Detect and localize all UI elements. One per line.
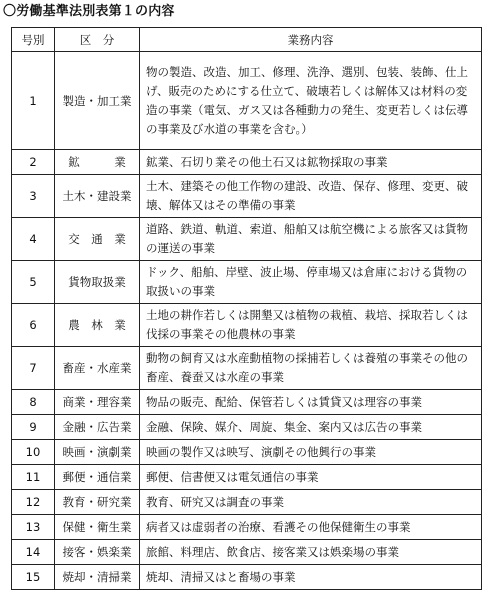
row-category: 鉱 業 [55,150,140,175]
header-number: 号別 [12,28,55,52]
row-category: 交 通 業 [55,218,140,261]
row-content: 物品の販売、配給、保管若しくは賃貸又は理容の事業 [140,390,482,415]
table-row [12,261,482,304]
table-row [12,150,482,175]
table-row [12,175,482,218]
row-content: ドック、船舶、岸壁、波止場、停車場又は倉庫における貨物の取扱いの事業 [140,261,482,304]
row-number: 14 [12,540,55,565]
row-number: 1 [12,52,55,150]
row-content: 金融、保険、媒介、周旋、集金、案内又は広告の事業 [140,415,482,440]
row-number: 5 [12,261,55,304]
row-number: 11 [12,465,55,490]
row-number: 15 [12,565,55,590]
business-category-table [11,27,482,590]
table-row [12,440,482,465]
table-row [12,540,482,565]
table-row [12,52,482,150]
table-row [12,347,482,390]
header-category: 区 分 [55,28,140,52]
row-content: 郵便、信書便又は電気通信の事業 [140,465,482,490]
row-category: 接客・娯楽業 [55,540,140,565]
row-category: 土木・建設業 [55,175,140,218]
row-category: 農 林 業 [55,304,140,347]
row-category: 商業・理容業 [55,390,140,415]
header-content: 業務内容 [140,28,482,52]
row-category: 保健・衛生業 [55,515,140,540]
row-category: 金融・広告業 [55,415,140,440]
row-content: 鉱業、石切り業その他土石又は鉱物採取の事業 [140,150,482,175]
table-row [12,465,482,490]
row-number: 12 [12,490,55,515]
table-row [12,390,482,415]
row-number: 2 [12,150,55,175]
table-header-row [12,28,482,52]
row-content: 焼却、清掃又はと畜場の事業 [140,565,482,590]
row-category: 製造・加工業 [55,52,140,150]
row-category: 郵便・通信業 [55,465,140,490]
row-content: 病者又は虚弱者の治療、看護その他保健衛生の事業 [140,515,482,540]
table-body [12,52,482,590]
row-number: 13 [12,515,55,540]
table-row [12,415,482,440]
row-number: 4 [12,218,55,261]
table-row [12,218,482,261]
row-number: 9 [12,415,55,440]
row-category: 焼却・清掃業 [55,565,140,590]
row-content: 土木、建築その他工作物の建設、改造、保存、修理、変更、破壊、解体又はその準備の事業 [140,175,482,218]
row-content: 物の製造、改造、加工、修理、洗浄、選別、包装、装飾、仕上げ、販売のためにする仕立て、破壊若しくは解体又は材料の変造の事業（電気、ガス又は各種動力の発生、変更若しくは伝導の事業及び水道の事業を含む。） [140,52,482,150]
business-category-table-container [11,27,481,590]
table-row [12,304,482,347]
row-content: 動物の飼育又は水産動植物の採捕若しくは養殖の事業その他の畜産、養蚕又は水産の事業 [140,347,482,390]
row-number: 8 [12,390,55,415]
row-category: 貨物取扱業 [55,261,140,304]
row-content: 道路、鉄道、軌道、索道、船舶又は航空機による旅客又は貨物の運送の事業 [140,218,482,261]
table-row [12,515,482,540]
row-category: 教育・研究業 [55,490,140,515]
table-row [12,565,482,590]
row-number: 6 [12,304,55,347]
row-number: 3 [12,175,55,218]
document-title: 〇労働基準法別表第１の内容 [3,4,175,19]
row-number: 10 [12,440,55,465]
row-content: 教育、研究又は調査の事業 [140,490,482,515]
row-content: 映画の製作又は映写、演劇その他興行の事業 [140,440,482,465]
table-row [12,490,482,515]
row-category: 畜産・水産業 [55,347,140,390]
row-content: 土地の耕作若しくは開墾又は植物の栽植、栽培、採取若しくは伐採の事業その他農林の事業 [140,304,482,347]
row-category: 映画・演劇業 [55,440,140,465]
row-number: 7 [12,347,55,390]
row-content: 旅館、料理店、飲食店、接客業又は娯楽場の事業 [140,540,482,565]
